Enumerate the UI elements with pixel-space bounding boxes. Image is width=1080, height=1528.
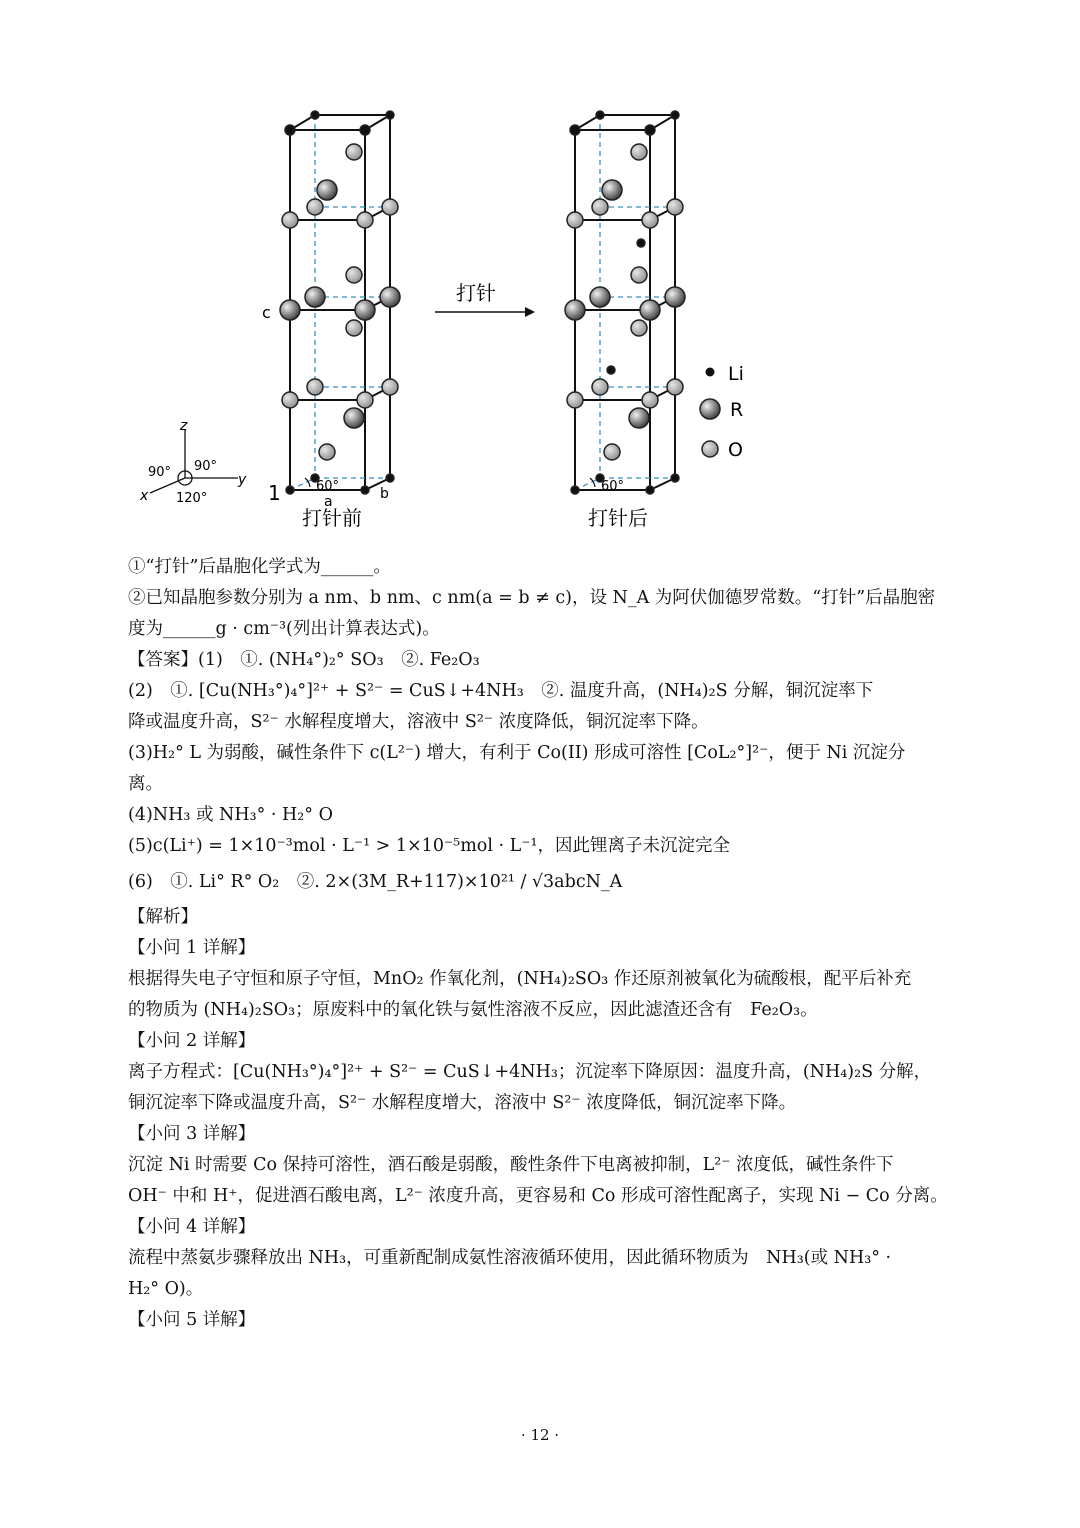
crystal-cell-figure bbox=[140, 100, 960, 540]
subq3-heading: 【小问 3 详解】 bbox=[128, 1124, 256, 1144]
coord-angle-90b: 90° bbox=[194, 459, 218, 474]
subq4-line-2: H₂° O)。 bbox=[128, 1279, 204, 1299]
page-number: · 12 · bbox=[520, 1426, 560, 1444]
legend bbox=[700, 363, 744, 461]
subq2-line-1: 离子方程式：[Cu(NH₃°)₄°]²⁺ + S²⁻ = CuS↓+4NH₃；沉淀率下降原因：温度升高，(NH₄)₂S 分解， bbox=[128, 1062, 932, 1082]
caption-before: 打针前 bbox=[302, 506, 362, 530]
answer-text-body bbox=[128, 552, 988, 1336]
legend-li-label: Li bbox=[728, 363, 744, 385]
subq4-line-1: 流程中蒸氨步骤释放出 NH₃，可重新配制成氨性溶液循环使用，因此循环物质为 NH₃(或 NH₃° · bbox=[128, 1248, 892, 1268]
subq1-heading: 【小问 1 详解】 bbox=[128, 938, 256, 958]
legend-o-swatch bbox=[702, 441, 718, 457]
atoms-after bbox=[565, 111, 685, 494]
legend-r-swatch bbox=[700, 399, 720, 419]
arrow-label: 打针 bbox=[456, 281, 496, 305]
angle-label-before: 60° bbox=[316, 479, 340, 494]
answer-line-1: 【答案】(1) ①. (NH₄°)₂° SO₃ ②. Fe₂O₃ bbox=[128, 650, 480, 670]
axis-a-label: a bbox=[324, 494, 333, 510]
crystal-cell-diagram bbox=[140, 100, 960, 540]
coord-angle-120: 120° bbox=[176, 491, 208, 506]
axis-one-label: 1 bbox=[268, 481, 281, 505]
coord-x: x bbox=[140, 488, 149, 504]
cell-before bbox=[290, 115, 390, 490]
axis-b-label: b bbox=[380, 486, 389, 502]
answer-line-4: (3)H₂° L 为弱酸，碱性条件下 c(L²⁻) 增大，有利于 Co(II) 形成可溶性 [CoL₂°]²⁻，便于 Ni 沉淀分 bbox=[128, 743, 906, 763]
question-line-3: 度为______g · cm⁻³(列出计算表达式)。 bbox=[128, 619, 440, 639]
subq1-line-1: 根据得失电子守恒和原子守恒，MnO₂ 作氧化剂，(NH₄)₂SO₃ 作还原剂被氧化为硫酸根，配平后补充 bbox=[128, 969, 912, 989]
subq1-line-2: 的物质为 (NH₄)₂SO₃；原废料中的氧化铁与氨性溶液不反应，因此滤渣还含有 Fe₂O₃。 bbox=[128, 1000, 818, 1020]
answer-line-8: (6) ①. Li° R° O₂ ②. 2×(3M_R+117)×10²¹ / √3abcN_A bbox=[128, 872, 623, 892]
answer-line-7: (5)c(Li⁺) = 1×10⁻³mol · L⁻¹ > 1×10⁻⁵mol · L⁻¹，因此锂离子未沉淀完全 bbox=[128, 836, 730, 856]
legend-r-label: R bbox=[730, 399, 744, 421]
legend-o-label: O bbox=[728, 439, 743, 461]
subq2-line-2: 铜沉淀率下降或温度升高，S²⁻ 水解程度增大，溶液中 S²⁻ 浓度降低，铜沉淀率下降。 bbox=[128, 1093, 797, 1113]
angle-label-after: 60° bbox=[601, 479, 625, 494]
cell-after bbox=[575, 115, 675, 490]
question-line-1: ①“打针”后晶胞化学式为______。 bbox=[128, 557, 391, 577]
answer-line-5: 离。 bbox=[128, 774, 163, 794]
analysis-heading: 【解析】 bbox=[128, 907, 198, 927]
answer-line-3: 降或温度升高，S²⁻ 水解程度增大，溶液中 S²⁻ 浓度降低，铜沉淀率下降。 bbox=[128, 712, 709, 732]
subq5-heading: 【小问 5 详解】 bbox=[128, 1310, 256, 1330]
caption-after: 打针后 bbox=[588, 506, 648, 530]
coord-angle-90a: 90° bbox=[148, 465, 172, 480]
axis-c-label: c bbox=[262, 303, 271, 322]
question-line-2: ②已知晶胞参数分别为 a nm、b nm、c nm(a = b ≠ c)，设 N_A 为阿伏伽德罗常数。“打针”后晶胞密 bbox=[128, 588, 936, 608]
answer-line-6: (4)NH₃ 或 NH₃° · H₂° O bbox=[128, 805, 333, 825]
subq2-heading: 【小问 2 详解】 bbox=[128, 1031, 256, 1051]
subq3-line-2: OH⁻ 中和 H⁺，促进酒石酸电离，L²⁻ 浓度升高，更容易和 Co 形成可溶性配离子，实现 Ni − Co 分离。 bbox=[128, 1186, 948, 1206]
atoms-before bbox=[280, 111, 400, 494]
answer-line-2: (2) ①. [Cu(NH₃°)₄°]²⁺ + S²⁻ = CuS↓+4NH₃ ②. 温度升高，(NH₄)₂S 分解，铜沉淀率下 bbox=[128, 681, 874, 701]
subq4-heading: 【小问 4 详解】 bbox=[128, 1217, 256, 1237]
subq3-line-1: 沉淀 Ni 时需要 Co 保持可溶性，酒石酸是弱酸，酸性条件下电离被抑制，L²⁻ 浓度低，碱性条件下 bbox=[128, 1155, 894, 1175]
coord-y: y bbox=[238, 472, 247, 488]
legend-li-swatch bbox=[706, 368, 715, 377]
coord-z: z bbox=[180, 418, 188, 434]
